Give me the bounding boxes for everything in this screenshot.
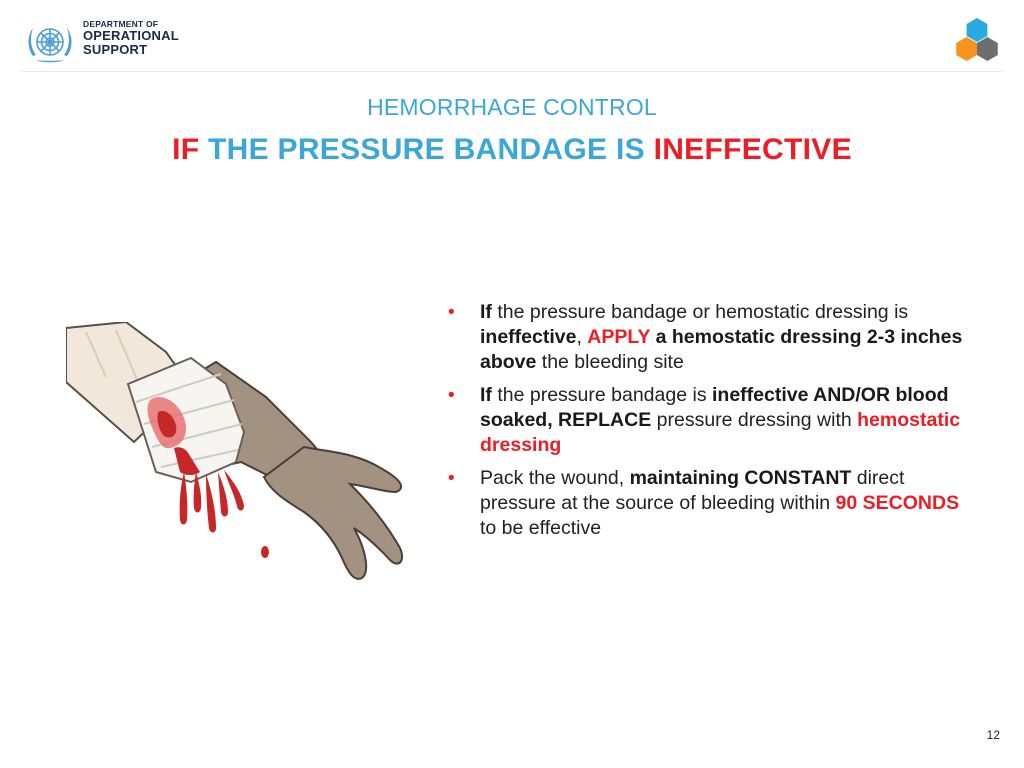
un-emblem-icon — [24, 18, 76, 66]
bullet-text-run: ineffective — [480, 326, 577, 348]
slide-header — [0, 0, 1024, 72]
bullet-text-run: 90 SECONDS — [835, 492, 960, 514]
bullet-text-run: to be effective — [480, 517, 602, 539]
bullet-text-run: Pack the wound, — [480, 467, 630, 489]
bullet-list — [446, 300, 966, 549]
title-middle: THE PRESSURE BANDAGE IS — [199, 133, 654, 166]
bullet-text-run: the bleeding site — [536, 351, 684, 373]
title-ineffective: INEFFECTIVE — [653, 133, 852, 166]
department-wordmark — [83, 20, 179, 56]
dept-line1: DEPARTMENT OF — [83, 19, 159, 29]
title-if: IF — [172, 133, 200, 166]
bullet-text-run: pressure dressing with — [651, 409, 858, 431]
bullet-text-run: a hemostatic dressing 2-3 inches above — [480, 326, 963, 373]
bullet-text-run: If — [480, 384, 492, 406]
bullet-text-run: the pressure bandage is — [491, 384, 712, 406]
page-number: 12 — [986, 728, 1000, 742]
bullet-text-run: direct pressure at the source of bleeding within — [480, 467, 905, 514]
bullet-text-run: maintaining CONSTANT — [629, 467, 852, 489]
header-divider — [22, 71, 1002, 72]
bullet-item — [446, 383, 966, 458]
bandaged-bleeding-arm-illustration — [66, 322, 412, 590]
slide-subtitle: HEMORRHAGE CONTROL — [367, 94, 657, 120]
bullet-marker: • — [448, 302, 455, 323]
dept-line3: SUPPORT — [83, 41, 148, 57]
bullet-text-run: the pressure bandage or hemostatic dressing is — [491, 301, 909, 323]
bullet-marker: • — [448, 468, 455, 489]
bullet-item — [446, 466, 966, 541]
bullet-text-run: hemostatic dressing — [480, 409, 961, 456]
bullet-item — [446, 300, 966, 375]
bullet-text-run: ineffective AND/OR blood soaked, REPLACE — [480, 384, 949, 431]
bullet-marker: • — [448, 385, 455, 406]
bullet-text-run: APPLY — [587, 326, 651, 348]
bullet-text-run: , — [576, 326, 588, 348]
bullet-text-run: If — [480, 301, 492, 323]
dept-line2: OPERATIONAL — [83, 27, 179, 43]
hexagon-cluster-icon — [950, 16, 1004, 66]
slide-title — [0, 133, 1024, 167]
